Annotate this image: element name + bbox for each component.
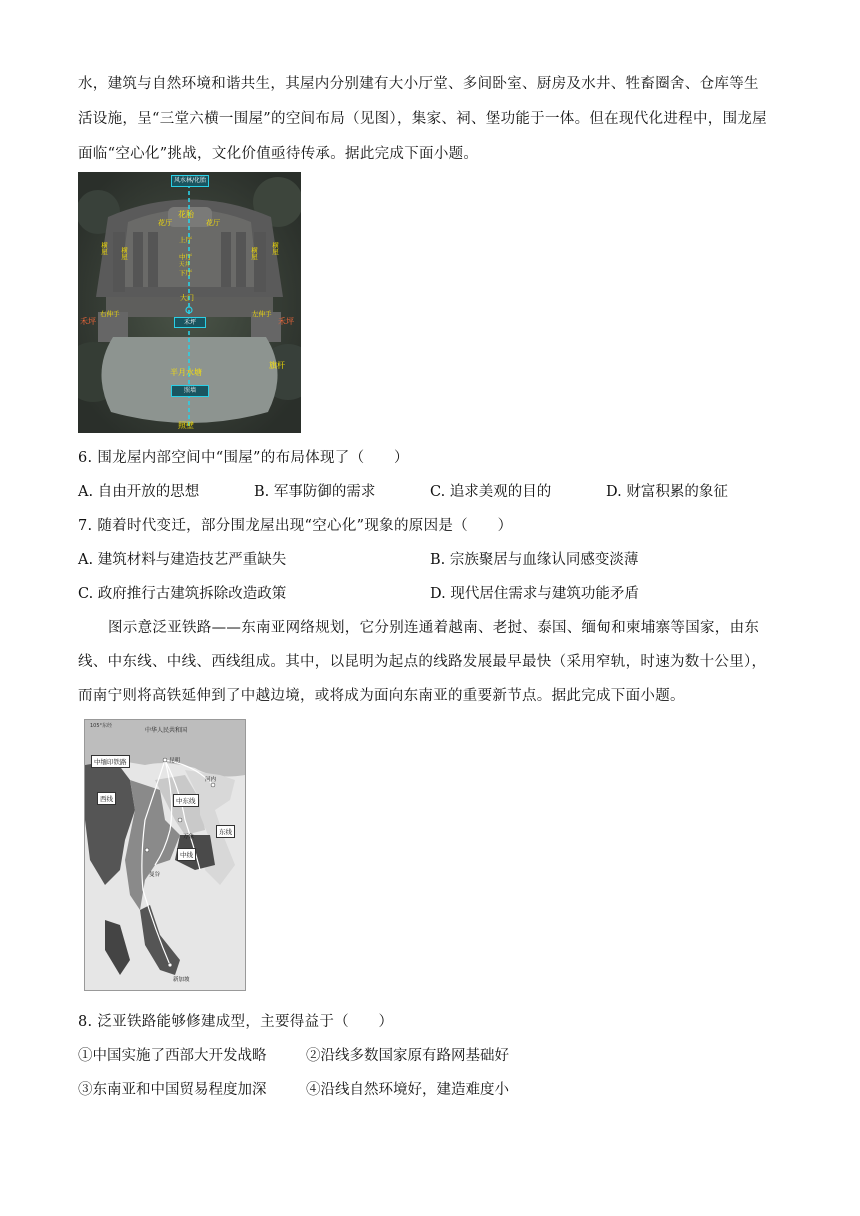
fig2-myanmar-line: 中缅印铁路 (91, 755, 130, 768)
q8-option-3: ③东南亚和中国贸易程度加深 (78, 1082, 267, 1098)
fig1-left-hall: 花厅 (158, 219, 172, 227)
q7-stem: 7. 随着时代变迁，部分围龙屋出现“空心化”现象的原因是（ ） (78, 518, 513, 534)
fig1-left-field: 禾坪 (80, 317, 96, 326)
q6-option-c: C. 追求美观的目的 (430, 484, 552, 500)
q6-option-a: A. 自由开放的思想 (78, 484, 200, 500)
fig1-right-field: 禾坪 (278, 317, 294, 326)
fig1-heng-r2: 横屋 (271, 242, 279, 255)
fig2-kunming: 昆明 (169, 758, 181, 764)
q8-option-4: ④沿线自然环境好，建造难度小 (306, 1082, 509, 1098)
passage2-line-3: 而南宁则将高铁延伸到了中越边境，或将成为面向东南亚的重要新节点。据此完成下面小题。 (78, 688, 685, 704)
fig2-hanoi: 河内 (205, 777, 217, 783)
fig1-pond-box: 照墙 (171, 385, 209, 397)
fig1-mid-hall: 中厅 (179, 253, 192, 261)
pan-asia-railway-map (84, 719, 246, 991)
fig2-lon-label: 105°东经 (90, 723, 113, 729)
fig2-vientiane: 万象 (183, 834, 195, 840)
fig2-west-line: 西线 (97, 792, 116, 805)
intro-line-1: 水，建筑与自然环境和谐共生，其屋内分别建有大小厅堂、多间卧室、厨房及水井、牲畜圈舍、仓库等生 (78, 76, 759, 92)
q7-option-b: B. 宗族聚居与血缘认同感变淡薄 (430, 552, 639, 568)
fig1-wall: 照壁 (178, 421, 194, 430)
fig1-heng-r1: 横屋 (250, 247, 258, 260)
fig2-bangkok: 曼谷 (149, 872, 161, 878)
fig1-top-box: 风水林/化胎 (171, 175, 209, 187)
fig1-lower-hall: 下厅 (179, 269, 192, 277)
fig1-heng-l1: 横屋 (100, 242, 108, 255)
fig1-left-hand: 右伸手 (100, 310, 120, 318)
fig1-main-hall: 上厅 (179, 236, 192, 244)
fig1-flag: 旗杆 (269, 361, 285, 370)
intro-line-3: 面临“空心化”挑战，文化价值亟待传承。据此完成下面小题。 (78, 146, 479, 162)
fig2-mideast-line: 中东线 (173, 794, 199, 807)
q7-option-d: D. 现代居住需求与建筑功能矛盾 (430, 586, 639, 602)
fig2-china-label: 中华人民共和国 (145, 727, 188, 734)
passage2-line-1: 图示意泛亚铁路——东南亚网络规划，它分别连通着越南、老挝、泰国、缅甸和柬埔寨等国家，由东 (108, 620, 760, 636)
q8-option-2: ②沿线多数国家原有路网基础好 (306, 1048, 509, 1064)
fig1-right-hand: 左伸手 (252, 310, 272, 318)
fig2-singapore: 新加坡 (173, 977, 190, 983)
passage2-line-2: 线、中东线、中线、西线组成。其中，以昆明为起点的线路发展最早最快（采用窄轨，时速为数十公里）， (78, 654, 767, 670)
q6-stem: 6. 围龙屋内部空间中“围屋”的布局体现了（ ） (78, 450, 409, 466)
weilongwu-layout-figure (78, 172, 301, 433)
fig1-right-hall: 花厅 (206, 219, 220, 227)
q7-option-c: C. 政府推行古建筑拆除改造政策 (78, 586, 287, 602)
fig1-huatai: 花胎 (178, 210, 194, 219)
intro-line-2: 活设施，呈“三堂六横一围屋”的空间布局（见图），集家、祠、堡功能于一体。但在现代化进程中，围龙屋 (78, 111, 767, 127)
fig1-courtyard: 禾坪 (174, 317, 206, 328)
fig1-heng-l2: 横屋 (120, 247, 128, 260)
fig1-gate: 大门 (180, 294, 194, 302)
q8-option-1: ①中国实施了西部大开发战略 (78, 1048, 267, 1064)
q6-option-b: B. 军事防御的需求 (254, 484, 376, 500)
fig1-pond: 半月水塘 (170, 368, 202, 377)
q6-option-d: D. 财富积累的象征 (606, 484, 728, 500)
q8-stem: 8. 泛亚铁路能够修建成型，主要得益于（ ） (78, 1014, 394, 1030)
fig2-east-line: 东线 (216, 825, 235, 838)
q7-option-a: A. 建筑材料与建造技艺严重缺失 (78, 552, 287, 568)
fig2-middle-line: 中线 (177, 848, 196, 861)
fig1-tianjing: 天井 (179, 262, 191, 268)
